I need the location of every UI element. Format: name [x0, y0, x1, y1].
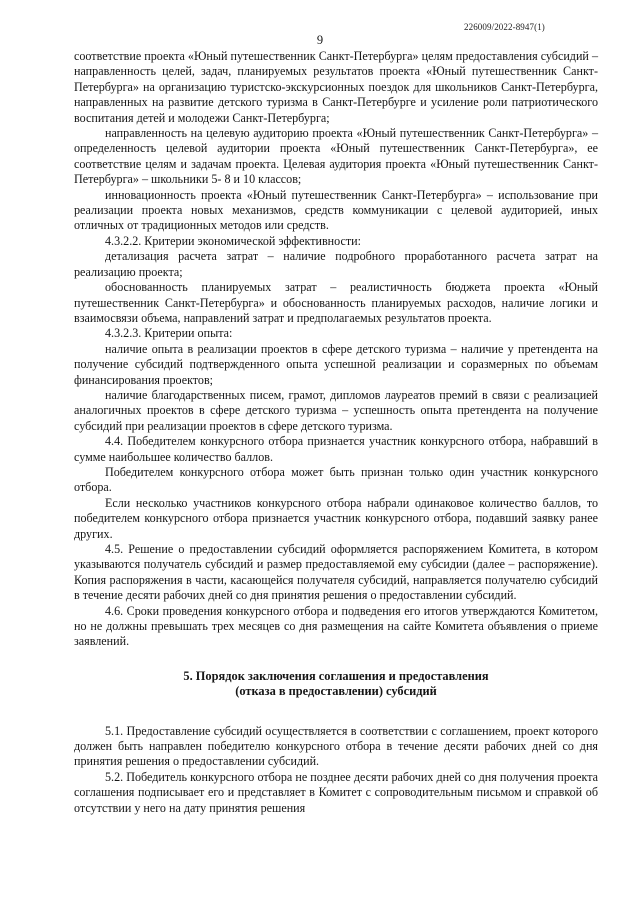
section-5-heading: [74, 669, 598, 700]
paragraph-goal-alignment: соответствие проекта «Юный путешественник Санкт-Петербурга» целям предоставления субсидий – направленность целей, задач, планируемых результатов проекта «Юный путешественник Санкт-Петербурга» на организацию туристско-экскурсионных поездок для школьников Санкт-Петербурга, направленных на развитие детского туризма в Санкт-Петербурге и усиление роли патриотического воспитания детей и молодежи Санкт-Петербурга;: [74, 49, 598, 125]
paragraph-target-audience: направленность на целевую аудиторию проекта «Юный путешественник Санкт-Петербурга» – определенность целевой аудитории проекта «Юный путешественник Санкт-Петербурга», ее соответствие целям и задачам проекта. Целевая аудитория проекта «Юный путешественник Санкт-Петербурга» – школьники 5- 8 и 10 классов;: [74, 126, 598, 187]
document-body: [74, 49, 598, 816]
paragraph-cost-justification: обоснованность планируемых затрат – реалистичность бюджета проекта «Юный путешественник Санкт-Петербурга» и обоснованность планируемых расходов, наличие логики и взаимосвязи объема, направлений затрат и предполагаемых результатов проекта.: [74, 280, 598, 325]
paragraph-equal-scores: Если несколько участников конкурсного отбора набрали одинаковое количество баллов, то победителем конкурсного отбора признается участник конкурсного отбора, подавший заявку ранее других.: [74, 495, 598, 541]
paragraph-4-6: 4.6. Сроки проведения конкурсного отбора и подведения его итогов утверждаются Комитетом, но не должны превышать трех месяцев со дня размещения на сайте Комитета объявления о приеме заявлений.: [74, 603, 598, 649]
paragraph-4-3-2-2-heading: 4.3.2.2. Критерии экономической эффективности:: [105, 233, 361, 248]
paragraph-cost-detail: детализация расчета затрат – наличие подробного проработанного расчета затрат на реализацию проекта;: [74, 249, 598, 279]
paragraph-5-2: 5.2. Победитель конкурсного отбора не позднее десяти рабочих дней со дня получения проекта соглашения подписывает его и представляет в Комитет с сопроводительным письмом и справкой об отсутствии у него на дату принятия решения: [74, 769, 598, 815]
paragraph-awards: наличие благодарственных писем, грамот, дипломов лауреатов премий в связи с реализацией аналогичных проектов в сфере детского туризма – успешность опыта претендента на получение субсидий при реализации проектов в сфере детского туризма.: [74, 387, 598, 433]
document-number: 226009/2022-8947(1): [464, 22, 545, 32]
paragraph-experience: наличие опыта в реализации проектов в сфере детского туризма – наличие у претендента на получение субсидий подтвержденного опыта успешной реализации и соразмерных по объемам финансирования проектов;: [74, 341, 598, 387]
section-5-heading-line2: (отказа в предоставлении) субсидий: [235, 684, 437, 699]
page-number: 9: [316, 33, 324, 47]
paragraph-innovation: инновационность проекта «Юный путешественник Санкт-Петербурга» – использование при реализации проекта новых механизмов, средств коммуникации с целевой аудиторией, иных отличных от традиционных методов или средств.: [74, 187, 598, 233]
paragraph-4-5: 4.5. Решение о предоставлении субсидий оформляется распоряжением Комитета, в котором указываются получатель субсидий и размер предоставляемой ему субсидии (далее – распоряжение). Копия распоряжения в части, касающейся получателя субсидий, направляется получателю субсидий в течение десяти рабочих дней со дня принятия решения о предоставлении субсидий.: [74, 542, 598, 603]
paragraph-single-winner: Победителем конкурсного отбора может быть признан только один участник конкурсного отбора.: [74, 464, 598, 495]
paragraph-4-4: 4.4. Победителем конкурсного отбора признается участник конкурсного отбора, набравший в сумме наибольшее количество баллов.: [74, 434, 598, 464]
section-5-heading-line1: 5. Порядок заключения соглашения и предоставления: [183, 668, 489, 683]
paragraph-4-3-2-3-heading: 4.3.2.3. Критерии опыта:: [105, 326, 233, 341]
paragraph-5-1: 5.1. Предоставление субсидий осуществляется в соответствии с соглашением, проект которого должен быть направлен победителю конкурсного отбора в течение десяти рабочих дней со дня принятия решения о предоставлении субсидий.: [74, 723, 598, 769]
